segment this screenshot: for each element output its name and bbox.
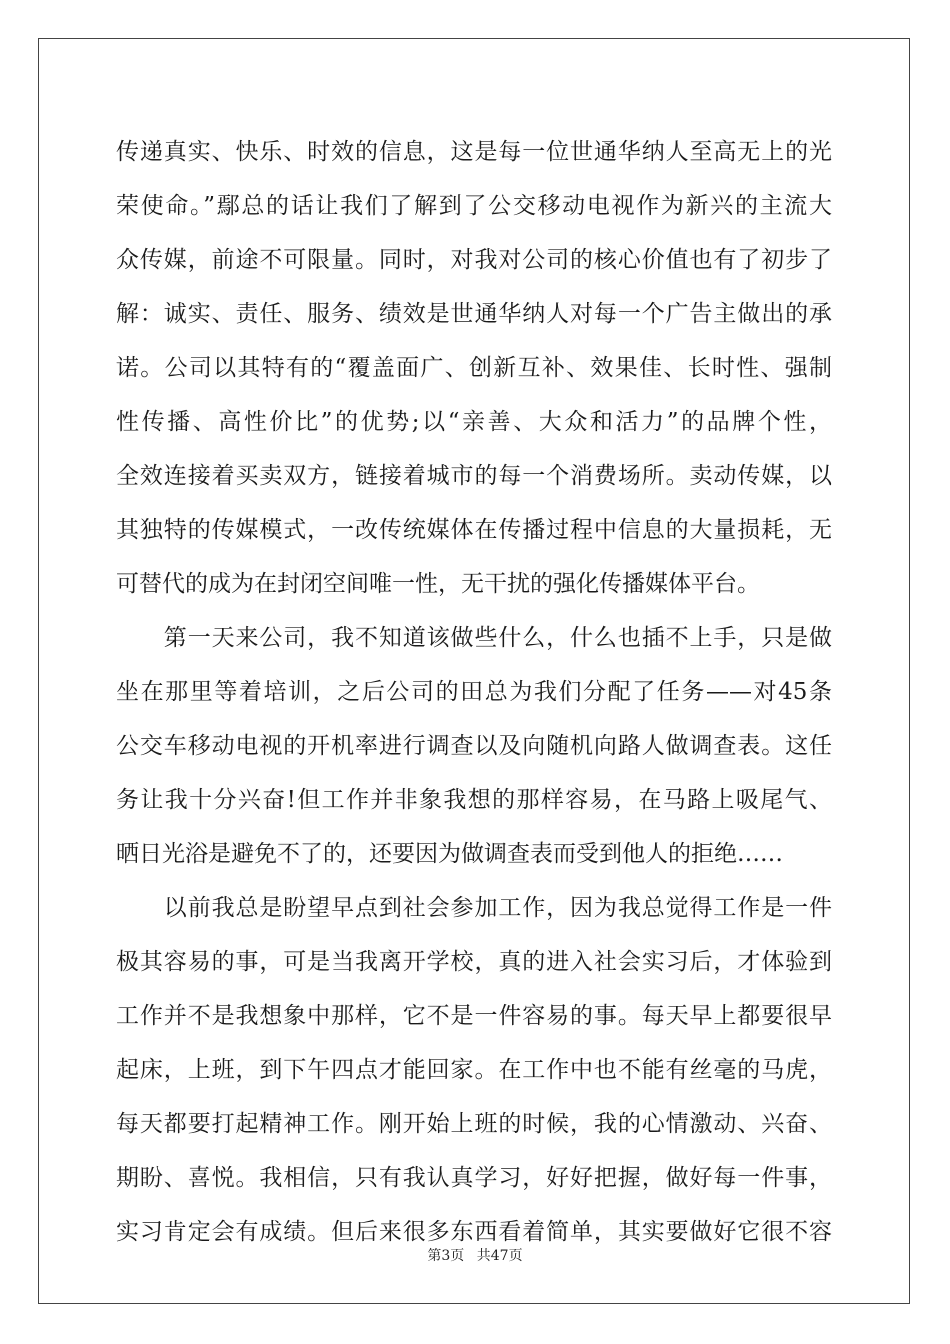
text-line: 极其容易的事，可是当我离开学校，真的进入社会实习后，才体验到	[116, 949, 832, 975]
text-line: 期盼、喜悦。我相信，只有我认真学习，好好把握，做好每一件事，	[116, 1165, 832, 1191]
current-page-number: 第3页	[427, 1248, 465, 1264]
document-body	[116, 125, 832, 1259]
text-line: 坐在那里等着培训，之后公司的田总为我们分配了任务——对45条	[116, 679, 832, 705]
text-line: 每天都要打起精神工作。刚开始上班的时候，我的心情激动、兴奋、	[116, 1111, 832, 1137]
text-line: 传递真实、快乐、时效的信息，这是每一位世通华纳人至高无上的光	[116, 139, 832, 165]
text-line: 全效连接着买卖双方，链接着城市的每一个消费场所。卖动传媒，以	[116, 463, 832, 489]
total-page-count: 共47页	[476, 1248, 523, 1264]
text-line: 众传媒，前途不可限量。同时，对我对公司的核心价值也有了初步了	[116, 247, 832, 273]
text-line: 可替代的成为在封闭空间唯一性，无干扰的强化传播媒体平台。	[116, 571, 760, 597]
text-line: 第一天来公司，我不知道该做些什么，什么也插不上手，只是做	[116, 625, 832, 651]
text-line: 起床，上班，到下午四点才能回家。在工作中也不能有丝毫的马虎，	[116, 1057, 832, 1083]
text-line: 性传播、高性价比”的优势;以“亲善、大众和活力”的品牌个性，	[116, 409, 832, 435]
text-line: 解：诚实、责任、服务、绩效是世通华纳人对每一个广告主做出的承	[116, 301, 832, 327]
text-line: 务让我十分兴奋!但工作并非象我想的那样容易，在马路上吸尾气、	[116, 787, 832, 813]
text-line: 工作并不是我想象中那样，它不是一件容易的事。每天早上都要很早	[116, 1003, 832, 1029]
text-line: 公交车移动电视的开机率进行调查以及向随机向路人做调查表。这任	[116, 733, 832, 759]
page-footer	[0, 1245, 950, 1265]
text-line: 晒日光浴是避免不了的，还要因为做调查表而受到他人的拒绝……	[116, 841, 783, 867]
text-line: 其独特的传媒模式，一改传统媒体在传播过程中信息的大量损耗，无	[116, 517, 832, 543]
text-line: 荣使命。”鄢总的话让我们了解到了公交移动电视作为新兴的主流大	[116, 193, 832, 219]
text-line: 诺。公司以其特有的“覆盖面广、创新互补、效果佳、长时性、强制	[116, 355, 832, 381]
text-line: 实习肯定会有成绩。但后来很多东西看着简单，其实要做好它很不容	[116, 1219, 832, 1245]
text-line: 以前我总是盼望早点到社会参加工作，因为我总觉得工作是一件	[116, 895, 832, 921]
